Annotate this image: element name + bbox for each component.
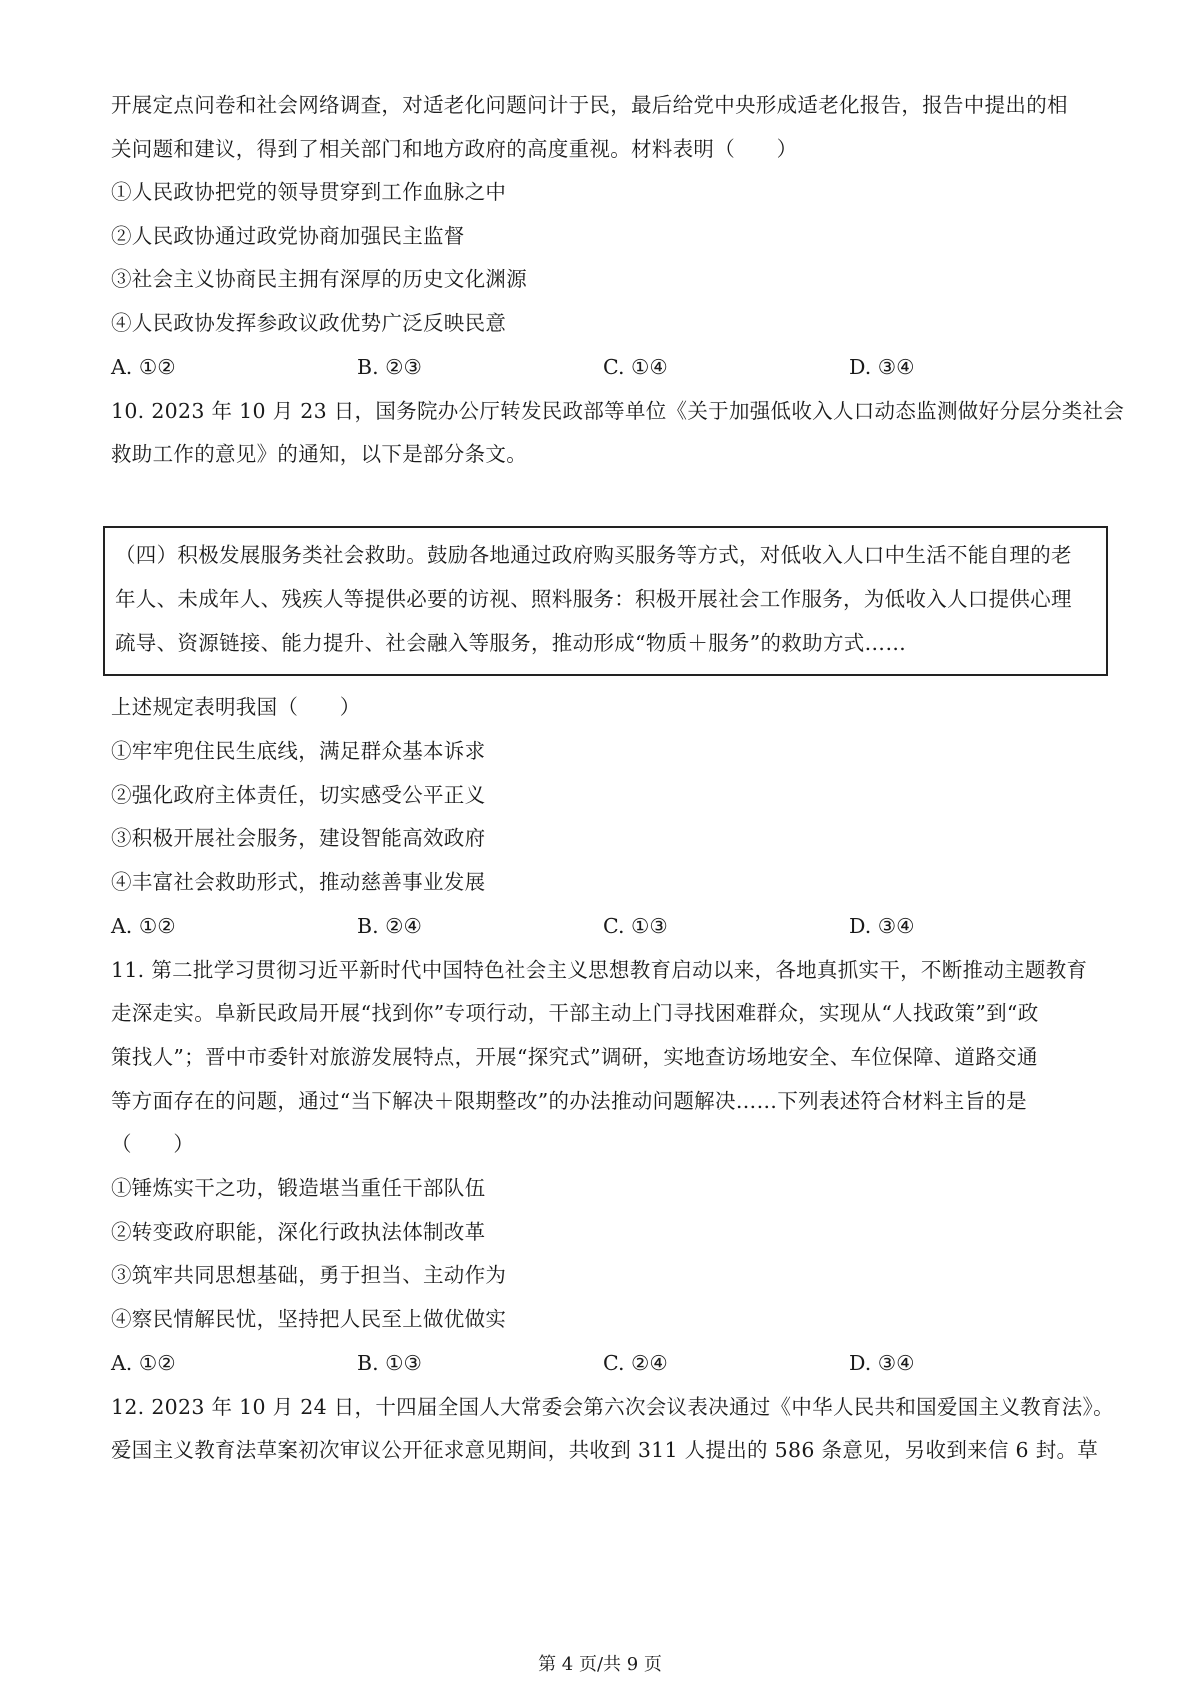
q12-stem-line-2: 爱国主义教育法草案初次审议公开征求意见期间，共收到 311 人提出的 586 条意见，另收到来信 6 封。草 [111,1438,1099,1462]
q11-option-b[interactable]: B. ①③ [357,1351,422,1375]
q9-statement-2: ②人民政协通过政党协商加强民主监督 [111,224,465,248]
q9-statement-4: ④人民政协发挥参政议政优势广泛反映民意 [111,311,507,335]
q9-stem-line-2: 关问题和建议，得到了相关部门和地方政府的高度重视。材料表明（ ） [111,137,798,161]
q10-box-line-1: （四）积极发展服务类社会救助。鼓励各地通过政府购买服务等方式，对低收入人口中生活不能自理的老 [115,543,1072,567]
q11-option-d[interactable]: D. ③④ [849,1351,915,1375]
q9-options [111,353,1101,381]
q11-option-a[interactable]: A. ①② [111,1351,176,1375]
q11-stem-line-5: （ ） [111,1132,195,1156]
q11-stem-line-4: 等方面存在的问题，通过“当下解决＋限期整改”的办法推动问题解决……下列表述符合材料主旨的是 [111,1089,1027,1113]
q10-option-b[interactable]: B. ②④ [357,914,422,938]
q11-stem-line-2: 走深走实。阜新民政局开展“找到你”专项行动，干部主动上门寻找困难群众，实现从“人找政策”到“政 [111,1001,1039,1025]
q10-stem-line-2: 救助工作的意见》的通知，以下是部分条文。 [111,442,527,466]
q11-statement-4: ④察民情解民忧，坚持把人民至上做优做实 [111,1307,507,1331]
q11-stem-line-3: 策找人”；晋中市委针对旅游发展特点，开展“探究式”调研，实地查访场地安全、车位保障、道路交通 [111,1045,1038,1069]
q10-stem-line-1: 10. 2023 年 10 月 23 日，国务院办公厅转发民政部等单位《关于加强低收入人口动态监测做好分层分类社会 [111,399,1125,423]
q10-statement-2: ②强化政府主体责任，切实感受公平正义 [111,783,486,807]
q11-option-c[interactable]: C. ②④ [603,1351,668,1375]
q10-question: 上述规定表明我国（ ） [111,695,361,719]
q9-option-d[interactable]: D. ③④ [849,355,915,379]
q9-option-c[interactable]: C. ①④ [603,355,668,379]
q10-options [111,912,1101,940]
q9-option-a[interactable]: A. ①② [111,355,176,379]
q11-statement-2: ②转变政府职能，深化行政执法体制改革 [111,1220,486,1244]
q9-statement-1: ①人民政协把党的领导贯穿到工作血脉之中 [111,180,507,204]
q10-box-line-2: 年人、未成年人、残疾人等提供必要的访视、照料服务：积极开展社会工作服务，为低收入人口提供心理 [115,587,1072,611]
q11-statement-3: ③筑牢共同思想基础，勇于担当、主动作为 [111,1263,507,1287]
q9-stem-line-1: 开展定点问卷和社会网络调查，对适老化问题问计于民，最后给党中央形成适老化报告，报告中提出的相 [111,93,1068,117]
q10-statement-4: ④丰富社会救助形式，推动慈善事业发展 [111,870,486,894]
q10-option-d[interactable]: D. ③④ [849,914,915,938]
q10-option-a[interactable]: A. ①② [111,914,176,938]
q9-option-b[interactable]: B. ②③ [357,355,422,379]
page-number-footer: 第 4 页/共 9 页 [538,1654,662,1675]
q10-statement-1: ①牢牢兜住民生底线，满足群众基本诉求 [111,739,486,763]
q10-statement-3: ③积极开展社会服务，建设智能高效政府 [111,826,486,850]
q11-statement-1: ①锤炼实干之功，锻造堪当重任干部队伍 [111,1176,486,1200]
q10-option-c[interactable]: C. ①③ [603,914,668,938]
q12-stem-line-1: 12. 2023 年 10 月 24 日，十四届全国人大常委会第六次会议表决通过《中华人民共和国爱国主义教育法》。 [111,1395,1114,1419]
q11-options [111,1349,1101,1377]
q11-stem-line-1: 11. 第二批学习贯彻习近平新时代中国特色社会主义思想教育启动以来，各地真抓实干，不断推动主题教育 [111,958,1088,982]
q10-quoted-provision-box [103,526,1108,676]
q10-box-line-3: 疏导、资源链接、能力提升、社会融入等服务，推动形成“物质＋服务”的救助方式…… [115,631,907,655]
q9-statement-3: ③社会主义协商民主拥有深厚的历史文化渊源 [111,267,527,291]
